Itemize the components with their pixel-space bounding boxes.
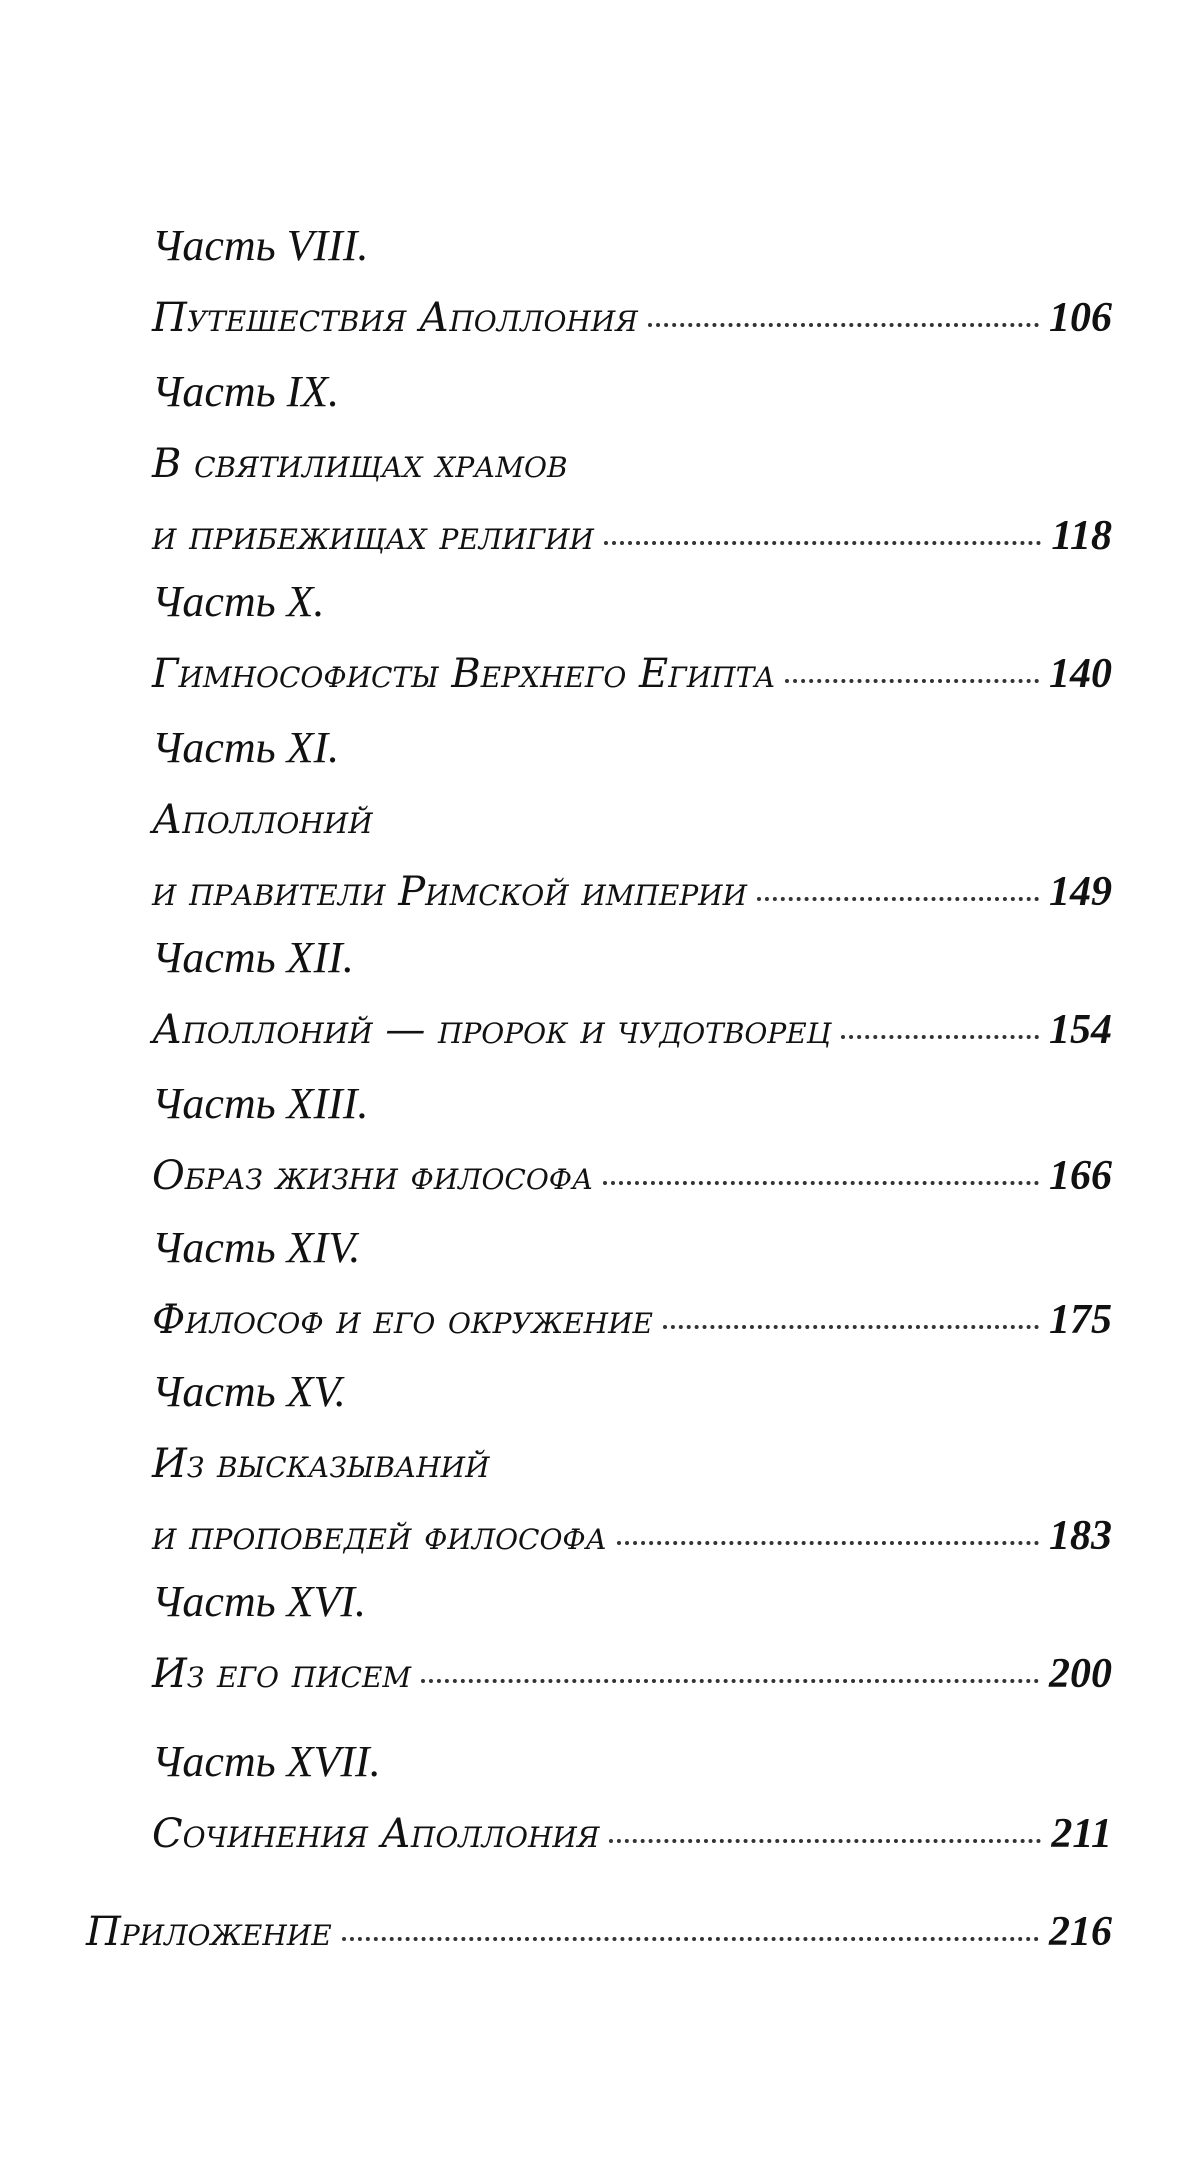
section-title-line: Из высказываний: [152, 1441, 490, 1487]
toc-entry-part-9: [152, 356, 1112, 572]
part-label: Часть XI.: [152, 723, 340, 772]
dot-leader: [663, 1325, 1039, 1329]
page-number: 166: [1049, 1153, 1112, 1199]
section-title: Из его писем: [152, 1651, 412, 1697]
part-label: Часть XVI.: [152, 1577, 367, 1626]
toc-entry-part-13: [152, 1068, 1112, 1212]
dot-leader: [648, 323, 1039, 327]
section-title: Аполлоний — пророк и чудотворец: [152, 1007, 832, 1053]
section-title: и проповедей философа: [152, 1513, 607, 1559]
dot-leader: [785, 679, 1039, 683]
toc-entry-part-17: [152, 1726, 1112, 1870]
section-title-line: Аполлоний: [152, 797, 373, 843]
section-title: и прибежищах религии: [152, 513, 594, 559]
toc-line: [152, 1798, 1112, 1870]
dot-leader: [342, 1937, 1039, 1941]
page-number: 140: [1049, 651, 1112, 697]
page-number: 149: [1049, 869, 1112, 915]
section-title: Сочинения Аполлония: [152, 1811, 600, 1857]
toc-line: [152, 994, 1112, 1066]
toc-entry-part-10: [152, 566, 1112, 710]
toc-entry-part-11: [152, 712, 1112, 928]
toc-line: [152, 1500, 1112, 1572]
part-label: Часть XII.: [152, 933, 354, 982]
section-title: Философ и его окружение: [152, 1297, 653, 1343]
section-title-line: В святилищах храмов: [152, 441, 568, 487]
part-label: Часть XIV.: [152, 1223, 361, 1272]
part-label: Часть XV.: [152, 1367, 346, 1416]
toc-line: [152, 500, 1112, 572]
section-title: Путешествия Аполлония: [152, 295, 638, 341]
page-number: 216: [1049, 1909, 1112, 1955]
toc-entry-part-16: [152, 1566, 1112, 1710]
dot-leader: [617, 1541, 1039, 1545]
appendix-title: Приложение: [86, 1909, 332, 1955]
toc-entry-appendix: [86, 1896, 1112, 1968]
dot-leader: [841, 1035, 1039, 1039]
page-number: 183: [1049, 1513, 1112, 1559]
part-label: Часть IX.: [152, 367, 340, 416]
toc-entry-part-15: [152, 1356, 1112, 1572]
toc-line: [152, 638, 1112, 710]
part-label: Часть XVII.: [152, 1737, 381, 1786]
section-title: Образ жизни философа: [152, 1153, 594, 1199]
page-number: 200: [1049, 1651, 1112, 1697]
toc-line: [152, 1140, 1112, 1212]
page-number: 118: [1051, 513, 1112, 559]
toc-line: [152, 282, 1112, 354]
page-number: 211: [1051, 1811, 1112, 1857]
dot-leader: [609, 1839, 1041, 1843]
part-label: Часть XIII.: [152, 1079, 369, 1128]
page-number: 175: [1049, 1297, 1112, 1343]
toc-entry-part-8: [152, 210, 1112, 354]
toc-entry-part-14: [152, 1212, 1112, 1356]
part-label: Часть X.: [152, 577, 325, 626]
section-title: и правители Римской империи: [152, 869, 748, 915]
dot-leader: [421, 1679, 1039, 1683]
toc-line: [86, 1896, 1112, 1968]
toc-line: [152, 1638, 1112, 1710]
dot-leader: [757, 897, 1039, 901]
toc-line: [152, 1284, 1112, 1356]
section-title: Гимнософисты Верхнего Египта: [152, 651, 776, 697]
dot-leader: [603, 1181, 1039, 1185]
part-label: Часть VIII.: [152, 221, 369, 270]
toc-line: [152, 856, 1112, 928]
toc-entry-part-12: [152, 922, 1112, 1066]
dot-leader: [604, 541, 1041, 545]
page-number: 154: [1049, 1007, 1112, 1053]
page-number: 106: [1049, 295, 1112, 341]
